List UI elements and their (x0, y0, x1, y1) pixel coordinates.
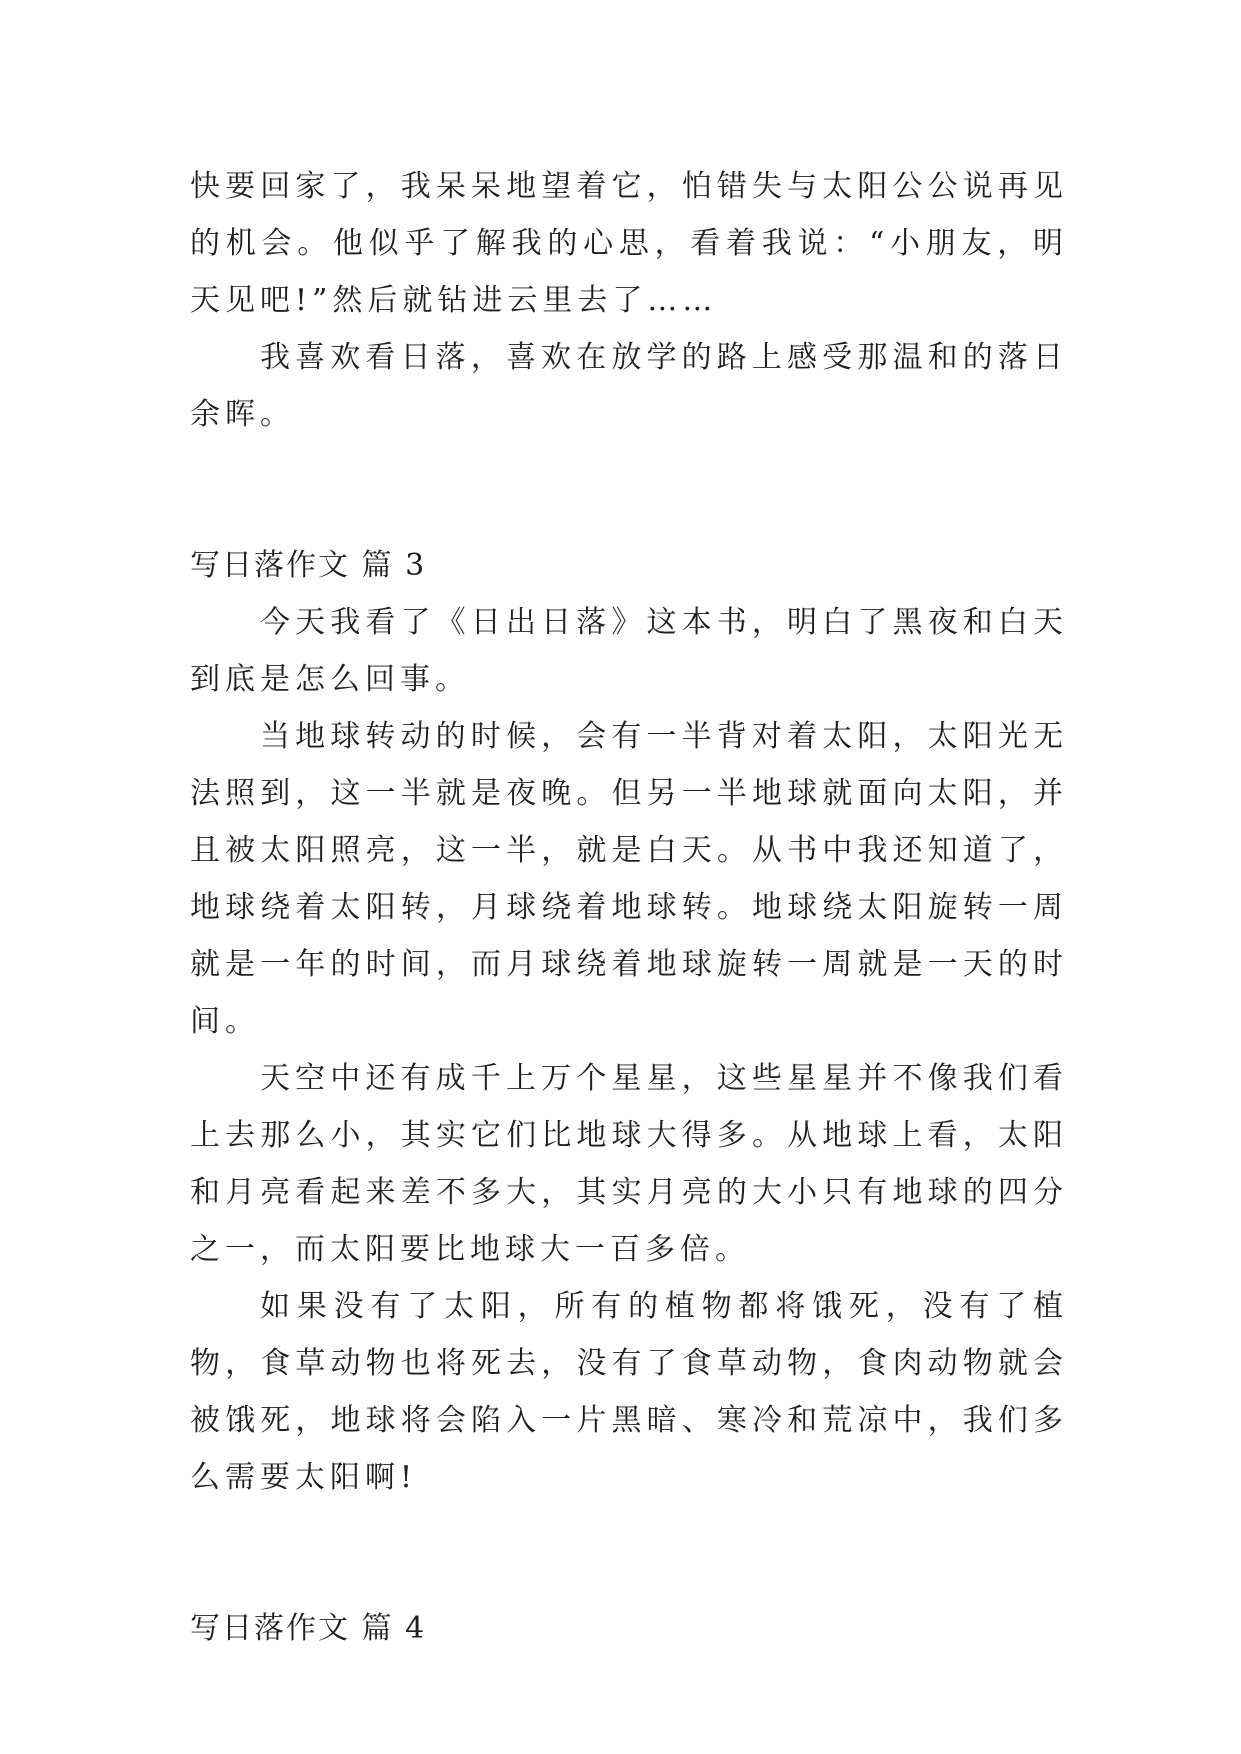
section-3-paragraph-3: 天空中还有成千上万个星星，这些星星并不像我们看上去那么小，其实它们比地球大得多。从地球上看，太阳和月亮看起来差不多大，其实月亮的大小只有地球的四分之一，而太阳要比地球大一百多倍。 (190, 1061, 1068, 1267)
section-3-paragraph-4: 如果没有了太阳，所有的植物都将饿死，没有了植物，食草动物也将死去，没有了食草动物，食肉动物就会被饿死，地球将会陷入一片黑暗、寒冷和荒凉中，我们多么需要太阳啊! (190, 1289, 1068, 1495)
continued-paragraph: 快要回家了，我呆呆地望着它，怕错失与太阳公公说再见的机会。他似乎了解我的心思，看着我说：“小朋友，明天见吧!”然后就钻进云里去了…… (190, 169, 1068, 318)
closing-paragraph: 我喜欢看日落，喜欢在放学的路上感受那温和的落日余晖。 (190, 340, 1068, 432)
section-3-title: 写日落作文 篇 3 (190, 548, 427, 583)
section-3-paragraph-1: 今天我看了《日出日落》这本书，明白了黑夜和白天到底是怎么回事。 (190, 605, 1068, 697)
section-3-paragraph-2: 当地球转动的时候，会有一半背对着太阳，太阳光无法照到，这一半就是夜晚。但另一半地球就面向太阳，并且被太阳照亮，这一半，就是白天。从书中我还知道了，地球绕着太阳转，月球绕着地球转。地球绕太阳旋转一周就是一年的时间，而月球绕着地球旋转一周就是一天的时间。 (190, 719, 1068, 1039)
document-body (190, 158, 1068, 1657)
section-4-title: 写日落作文 篇 4 (190, 1611, 427, 1646)
